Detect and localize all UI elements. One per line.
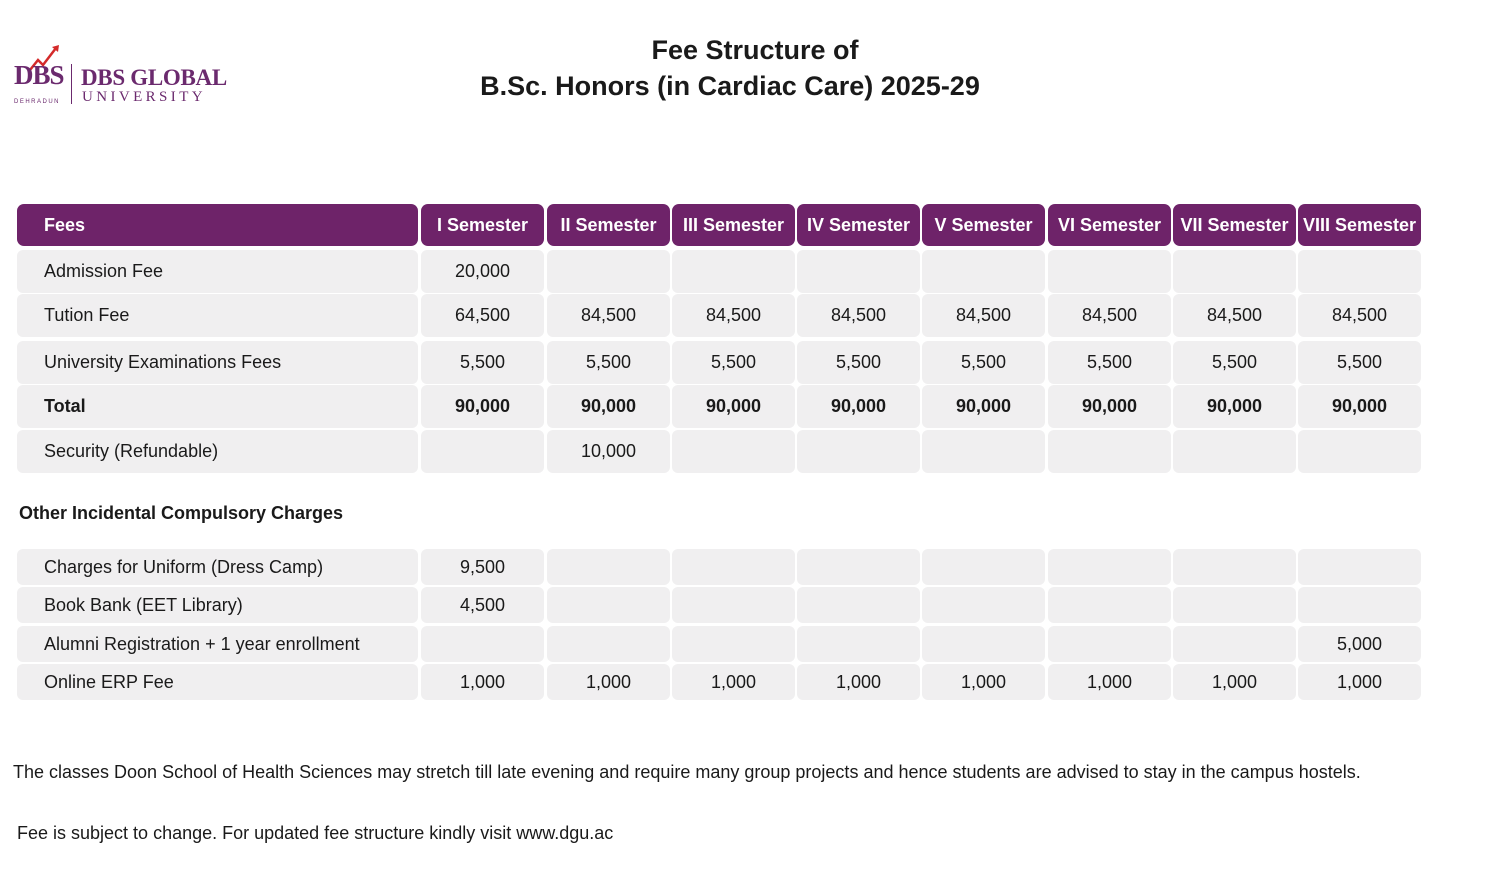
semester-cell: 90,000 xyxy=(922,385,1045,428)
header-semester: VII Semester xyxy=(1173,204,1296,246)
row-label: Admission Fee xyxy=(17,250,418,293)
fee-change-note: Fee is subject to change. For updated fee structure kindly visit www.dgu.ac xyxy=(17,823,614,843)
semester-cell xyxy=(1298,430,1421,473)
header-semester: VI Semester xyxy=(1048,204,1171,246)
semester-cell xyxy=(672,549,795,585)
semester-cell xyxy=(547,549,670,585)
semester-cell: 20,000 xyxy=(421,250,544,293)
logo-divider xyxy=(71,64,72,104)
semester-cell xyxy=(922,626,1045,662)
semester-cell: 90,000 xyxy=(1048,385,1171,428)
semester-cell: 1,000 xyxy=(1048,664,1171,700)
semester-cell: 10,000 xyxy=(547,430,670,473)
semester-cell: 90,000 xyxy=(1298,385,1421,428)
semester-cell: 1,000 xyxy=(421,664,544,700)
semester-cell xyxy=(922,549,1045,585)
semester-cell: 84,500 xyxy=(1173,294,1296,337)
table-row xyxy=(17,294,1423,337)
semester-cell xyxy=(547,250,670,293)
semester-cell: 5,500 xyxy=(797,341,920,384)
title-line-2: B.Sc. Honors (in Cardiac Care) 2025-29 xyxy=(480,71,980,101)
row-label: Alumni Registration + 1 year enrollment xyxy=(17,626,418,662)
semester-cell: 84,500 xyxy=(922,294,1045,337)
semester-cell xyxy=(797,587,920,623)
table-row xyxy=(17,626,1423,662)
semester-cell: 1,000 xyxy=(1298,664,1421,700)
semester-cell xyxy=(1298,549,1421,585)
semester-cell xyxy=(1048,587,1171,623)
table-row xyxy=(17,587,1423,623)
header-fees: Fees xyxy=(17,204,418,246)
semester-cell: 1,000 xyxy=(797,664,920,700)
semester-cell xyxy=(421,430,544,473)
semester-cell xyxy=(797,626,920,662)
semester-cell xyxy=(672,250,795,293)
semester-cell xyxy=(672,430,795,473)
logo-subtitle: UNIVERSITY xyxy=(82,89,206,105)
semester-cell: 84,500 xyxy=(1298,294,1421,337)
semester-cell: 84,500 xyxy=(547,294,670,337)
semester-cell: 9,500 xyxy=(421,549,544,585)
other-charges-title: Other Incidental Compulsory Charges xyxy=(19,503,344,523)
title-line-1: Fee Structure of xyxy=(651,35,859,65)
semester-cell: 84,500 xyxy=(1048,294,1171,337)
semester-cell xyxy=(1173,549,1296,585)
semester-cell: 90,000 xyxy=(797,385,920,428)
semester-cell xyxy=(1173,587,1296,623)
header-semester: II Semester xyxy=(547,204,670,246)
semester-cell: 84,500 xyxy=(672,294,795,337)
semester-cell: 1,000 xyxy=(547,664,670,700)
header-semester: I Semester xyxy=(421,204,544,246)
semester-cell xyxy=(547,626,670,662)
semester-cell: 1,000 xyxy=(922,664,1045,700)
logo-name: DBS GLOBAL xyxy=(81,65,227,90)
semester-cell: 5,500 xyxy=(1048,341,1171,384)
semester-cell: 84,500 xyxy=(797,294,920,337)
semester-cell xyxy=(797,250,920,293)
semester-cell xyxy=(922,430,1045,473)
header-semester: VIII Semester xyxy=(1298,204,1421,246)
total-row xyxy=(17,385,1423,428)
logo-place: DEHRADUN xyxy=(14,99,61,105)
semester-cell xyxy=(1173,430,1296,473)
semester-cell: 64,500 xyxy=(421,294,544,337)
semester-cell xyxy=(672,626,795,662)
semester-cell: 5,500 xyxy=(547,341,670,384)
semester-cell xyxy=(922,250,1045,293)
hostel-note: The classes Doon School of Health Sciences may stretch till late evening and require many group projects and hence students are advised to stay in the campus hostels. xyxy=(13,762,1361,782)
table-row xyxy=(17,250,1423,293)
header-semester: V Semester xyxy=(922,204,1045,246)
header-semester: IV Semester xyxy=(797,204,920,246)
semester-cell: 1,000 xyxy=(672,664,795,700)
table-header-row xyxy=(17,204,1423,246)
semester-cell xyxy=(672,587,795,623)
semester-cell: 4,500 xyxy=(421,587,544,623)
semester-cell xyxy=(547,587,670,623)
semester-cell: 90,000 xyxy=(547,385,670,428)
university-logo xyxy=(14,44,229,108)
semester-cell xyxy=(1173,626,1296,662)
semester-cell xyxy=(1048,250,1171,293)
header-semester: III Semester xyxy=(672,204,795,246)
semester-cell xyxy=(1173,250,1296,293)
row-label: Online ERP Fee xyxy=(17,664,418,700)
semester-cell xyxy=(421,626,544,662)
row-label: Tution Fee xyxy=(17,294,418,337)
logo-mark-text: DBS xyxy=(14,60,64,90)
row-label: Total xyxy=(17,385,418,428)
semester-cell: 90,000 xyxy=(421,385,544,428)
semester-cell xyxy=(1048,430,1171,473)
row-label: Book Bank (EET Library) xyxy=(17,587,418,623)
page-title xyxy=(380,32,1080,104)
table-row xyxy=(17,430,1423,473)
semester-cell: 90,000 xyxy=(672,385,795,428)
semester-cell: 90,000 xyxy=(1173,385,1296,428)
semester-cell: 5,500 xyxy=(922,341,1045,384)
logo-emblem xyxy=(14,44,68,108)
semester-cell xyxy=(1048,626,1171,662)
semester-cell: 1,000 xyxy=(1173,664,1296,700)
table-row xyxy=(17,664,1423,700)
row-label: Security (Refundable) xyxy=(17,430,418,473)
semester-cell xyxy=(1048,549,1171,585)
semester-cell: 5,000 xyxy=(1298,626,1421,662)
semester-cell: 5,500 xyxy=(1298,341,1421,384)
row-label: University Examinations Fees xyxy=(17,341,418,384)
semester-cell xyxy=(797,549,920,585)
semester-cell: 5,500 xyxy=(672,341,795,384)
semester-cell xyxy=(797,430,920,473)
semester-cell xyxy=(1298,250,1421,293)
table-row xyxy=(17,341,1423,384)
semester-cell xyxy=(922,587,1045,623)
table-row xyxy=(17,549,1423,585)
semester-cell xyxy=(1298,587,1421,623)
row-label: Charges for Uniform (Dress Camp) xyxy=(17,549,418,585)
semester-cell: 5,500 xyxy=(1173,341,1296,384)
semester-cell: 5,500 xyxy=(421,341,544,384)
